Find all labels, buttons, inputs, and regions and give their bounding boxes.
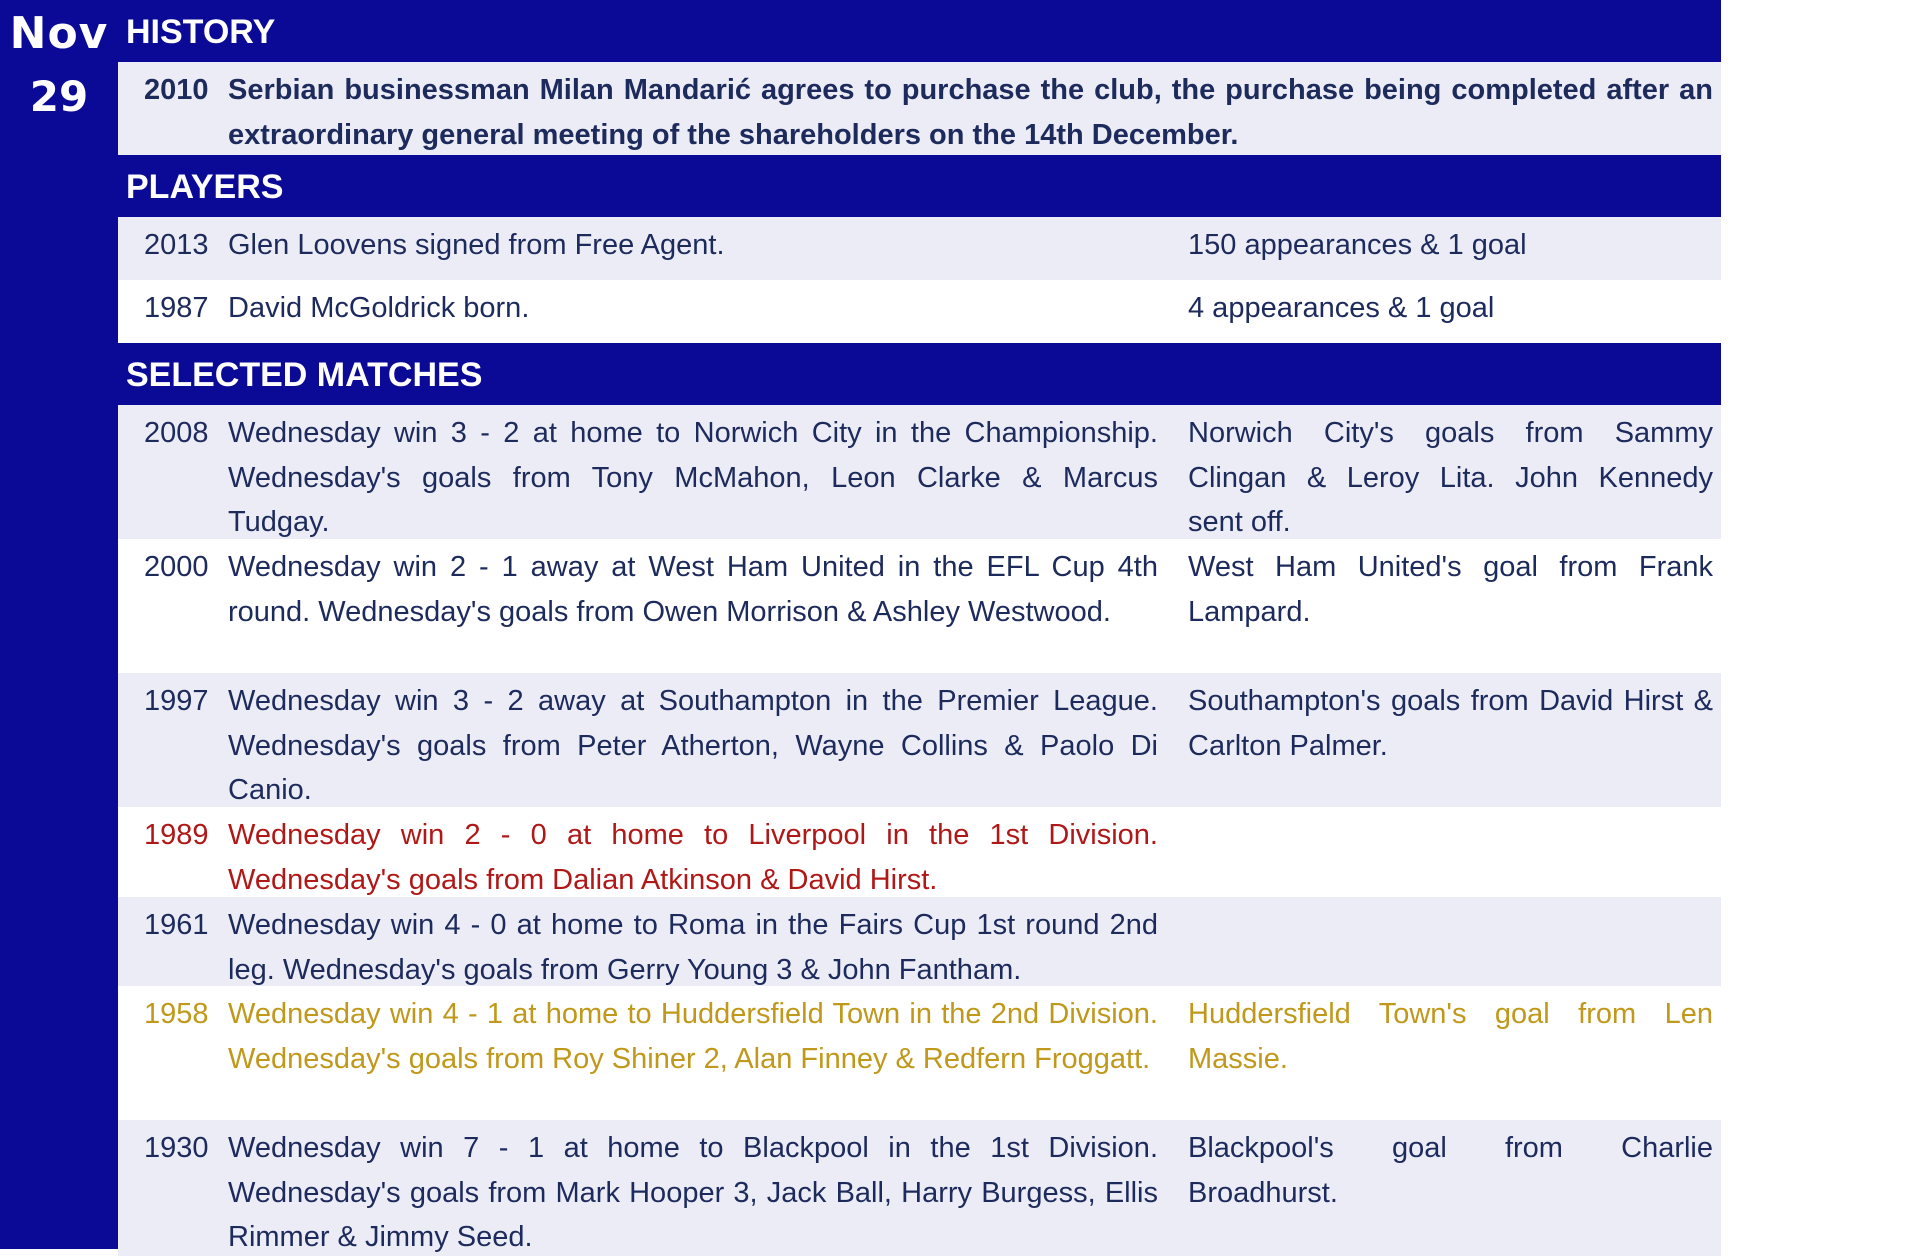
history-year: 2010 [144,74,209,106]
match-text: Wednesday win 4 - 0 at home to Roma in the Fairs Cup 1st round 2nd leg. Wednesday's goals from Gerry Young 3 & John Fantham. [228,909,1158,986]
match-text: Wednesday win 2 - 0 at home to Liverpool in the 1st Division. Wednesday's goals from Dalian Atkinson & David Hirst. [228,819,1158,896]
match-year: 1989 [144,819,209,851]
match-text: Wednesday win 4 - 1 at home to Huddersfield Town in the 2nd Division. Wednesday's goals from Roy Shiner 2, Alan Finney & Redfern Froggatt. [228,998,1158,1075]
match-note: Southampton's goals from David Hirst & Carlton Palmer. [1188,685,1713,762]
match-text: Wednesday win 3 - 2 at home to Norwich City in the Championship. Wednesday's goals from Tony McMahon, Leon Clarke & Marcus Tudgay. [228,417,1158,538]
match-note: Norwich City's goals from Sammy Clingan & Leroy Lita. John Kennedy sent off. [1188,417,1713,538]
date-sidebar [0,0,118,1249]
history-header: HISTORY [118,0,1721,62]
match-text: Wednesday win 7 - 1 at home to Blackpool in the 1st Division. Wednesday's goals from Mark Hooper 3, Jack Ball, Harry Burgess, Ellis Rimmer & Jimmy Seed. [228,1132,1158,1253]
match-note: Blackpool's goal from Charlie Broadhurst. [1188,1132,1713,1209]
match-row [118,539,1721,673]
match-row [118,405,1721,539]
match-note: Huddersfield Town's goal from Len Massie. [1188,998,1713,1075]
date-day: 29 [29,72,89,121]
player-note: 4 appearances & 1 goal [1188,292,1495,324]
match-year: 1930 [144,1132,209,1164]
player-text: David McGoldrick born. [228,292,530,324]
match-year: 1997 [144,685,209,717]
players-header: PLAYERS [118,155,1721,217]
match-year: 1961 [144,909,209,941]
content [118,0,1721,1256]
match-row-highlight-gold [118,986,1721,1120]
player-year: 1987 [144,292,209,324]
match-row [118,1120,1721,1256]
match-year: 1958 [144,998,209,1030]
history-row [118,62,1721,155]
player-text: Glen Loovens signed from Free Agent. [228,229,725,261]
match-year: 2000 [144,551,209,583]
player-row [118,280,1721,343]
date-month: Nov [9,8,109,59]
player-row [118,217,1721,280]
match-text: Wednesday win 2 - 1 away at West Ham United in the EFL Cup 4th round. Wednesday's goals from Owen Morrison & Ashley Westwood. [228,551,1158,628]
player-note: 150 appearances & 1 goal [1188,229,1527,261]
match-row-highlight-red [118,807,1721,897]
match-row [118,673,1721,807]
matches-header: SELECTED MATCHES [118,343,1721,405]
match-year: 2008 [144,417,209,449]
match-note: West Ham United's goal from Frank Lampard. [1188,551,1713,628]
history-text: Serbian businessman Milan Mandarić agrees to purchase the club, the purchase being completed after an extraordinary general meeting of the shareholders on the 14th December. [228,74,1713,151]
match-row [118,897,1721,986]
match-text: Wednesday win 3 - 2 away at Southampton in the Premier League. Wednesday's goals from Peter Atherton, Wayne Collins & Paolo Di Canio. [228,685,1158,806]
player-year: 2013 [144,229,209,261]
